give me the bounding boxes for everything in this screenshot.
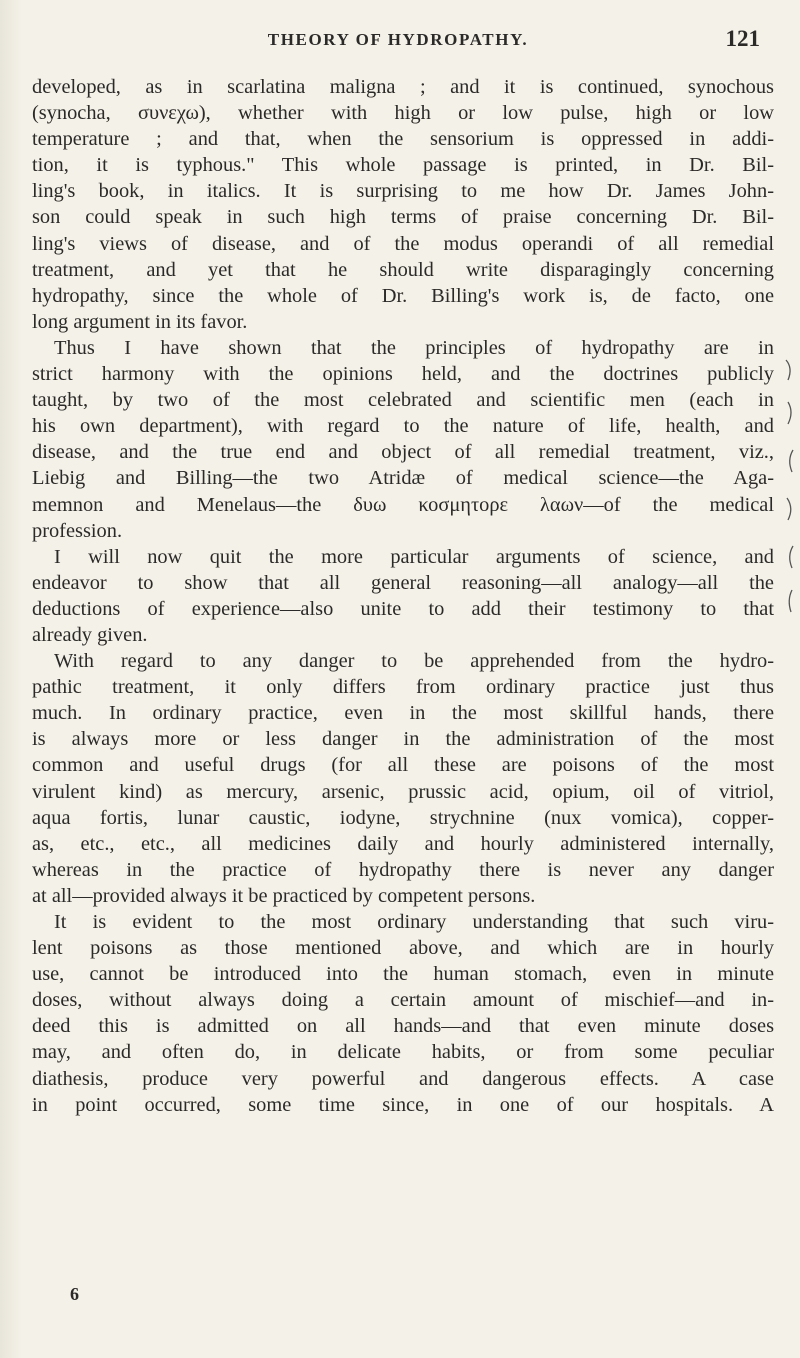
text-line: ling's book, in italics. It is surprising to me how Dr. James John- [32,180,774,203]
text-line: use, cannot be introduced into the human stomach, even in minute [32,963,774,986]
text-line: doses, without always doing a certain amount of mischief—and in- [32,989,774,1012]
text-line: is always more or less danger in the administration of the most [32,728,774,751]
text-line: endeavor to show that all general reasoning—all analogy—all the [32,571,774,594]
text-line: deductions of experience—also unite to add their testimony to that [32,597,774,620]
text-line: as, etc., etc., all medicines daily and hourly administered internally, [32,832,774,855]
text-line: virulent kind) as mercury, arsenic, prussic acid, opium, oil of vitriol, [32,780,774,803]
text-line: pathic treatment, it only differs from ordinary practice just thus [32,676,774,699]
text-line: deed this is admitted on all hands—and that even minute doses [32,1015,774,1038]
margin-bracket-marks [784,350,798,630]
text-line: his own department), with regard to the nature of life, health, and [32,415,774,438]
text-line: ling's views of disease, and of the modus operandi of all remedial [32,232,774,255]
text-line: developed, as in scarlatina maligna ; and it is continued, synochous [32,76,774,98]
text-line: long argument in its favor. [32,310,248,333]
text-line: may, and often do, in delicate habits, or from some peculiar [32,1041,774,1064]
body-text [32,74,774,1118]
text-line: It is evident to the most ordinary understanding that such viru- [54,911,774,933]
bracket-marks-graphic [784,350,798,630]
running-title: THEORY OF HYDROPATHY. [267,30,529,49]
text-line: taught, by two of the most celebrated and scientific men (each in [32,389,774,412]
text-line: in point occurred, some time since, in one of our hospitals. A [32,1093,774,1116]
text-line: already given. [32,623,148,646]
text-line: profession. [32,519,123,542]
text-line: temperature ; and that, when the sensorium is oppressed in addi- [32,128,774,151]
text-line: tion, it is typhous." This whole passage is printed, in Dr. Bil- [32,154,774,177]
text-line: whereas in the practice of hydropathy there is never any danger [32,858,774,881]
running-head [36,26,760,54]
text-line: much. In ordinary practice, even in the most skillful hands, there [32,702,774,725]
text-line: strict harmony with the opinions held, and the doctrines publicly [32,363,774,386]
text-line: (synocha, συνεχω), whether with high or low pulse, high or low [32,102,774,125]
text-line: treatment, and yet that he should write disparagingly concerning [32,258,774,281]
text-line: Thus I have shown that the principles of hydropathy are in [54,336,774,359]
text-line: common and useful drugs (for all these are poisons of the most [32,754,774,777]
text-line: hydropathy, since the whole of Dr. Billing's work is, de facto, one [32,284,774,307]
text-line: aqua fortis, lunar caustic, iodyne, strychnine (nux vomica), copper- [32,806,774,829]
text-line: With regard to any danger to be apprehended from the hydro- [54,650,774,673]
signature-mark: 6 [70,1284,79,1304]
text-line: I will now quit the more particular arguments of science, and [54,545,774,568]
text-line: memnon and Menelaus—the δυω κοσμητορε λαων—of the medical [32,493,774,516]
text-line: lent poisons as those mentioned above, and which are in hourly [32,937,774,960]
text-line: disease, and the true end and object of all remedial treatment, viz., [32,441,774,464]
text-line: son could speak in such high terms of praise concerning Dr. Bil- [32,206,774,229]
text-line: Liebig and Billing—the two Atridæ of medical science—the Aga- [32,467,774,490]
page-number: 121 [725,26,760,51]
text-line: diathesis, produce very powerful and dangerous effects. A case [32,1067,774,1090]
text-line: at all—provided always it be practiced by competent persons. [32,884,536,907]
